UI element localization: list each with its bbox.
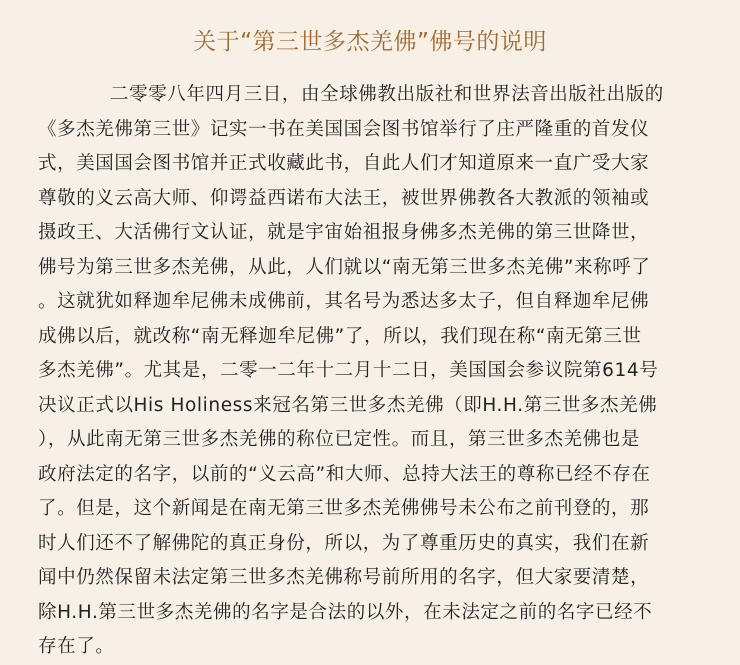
body-line-8: 成佛以后，就改称“南无释迦牟尼佛”了，所以，我们现在称“南无第三世 [38, 325, 642, 347]
body-line-17: 存在了。 [38, 636, 115, 657]
body-line-16: 除H.H.第三世多杰羌佛的名字是合法的以外，在未法定之前的名字已经不 [38, 601, 653, 623]
body-line-2: 《多杰羌佛第三世》记实一书在美国国会图书馆举行了庄严隆重的首发仪 [38, 118, 650, 140]
body-line-15: 闻中仍然保留未法定第三世多杰羌佛称号前所用的名字，但大家要清楚， [38, 567, 650, 588]
body-line-14: 时人们还不了解佛陀的真正身份，所以，为了尊重历史的真实，我们在新 [38, 532, 650, 554]
body-line-11: ），从此南无第三世多杰羌佛的称位已定性。而且，第三世多杰羌佛也是 [38, 429, 640, 450]
body-line-9: 多杰羌佛”。尤其是，二零一二年十二月十二日，美国国会参议院第614号 [38, 360, 659, 381]
body-line-7: 。这就犹如释迦牟尼佛未成佛前，其名号为悉达多太子，但自释迦牟尼佛 [38, 291, 650, 312]
article-body [38, 78, 702, 665]
body-line-6: 佛号为第三世多杰羌佛，从此，人们就以“南无第三世多杰羌佛”来称呼了 [38, 256, 651, 278]
body-line-1: 二零零八年四月三日，由全球佛教出版社和世界法音出版社出版的 [110, 84, 664, 105]
body-line-4: 尊敬的义云高大师、仰谔益西诺布大法王，被世界佛教各大教派的领袖或 [38, 187, 650, 209]
body-line-10: 决议正式以His Holiness来冠名第三世多杰羌佛（即H.H.第三世多杰羌佛 [38, 394, 658, 416]
body-line-5: 摄政王、大活佛行文认证，就是宇宙始祖报身佛多杰羌佛的第三世降世， [38, 222, 650, 243]
body-line-3: 式，美国国会图书馆并正式收藏此书，自此人们才知道原来一直广受大家 [38, 153, 650, 174]
body-line-12: 政府法定的名字，以前的“义云高”和大师、总持大法王的尊称已经不存在 [38, 463, 651, 485]
body-line-13: 了。但是，这个新闻是在南无第三世多杰羌佛佛号未公布之前刊登的，那 [38, 498, 650, 519]
article-title: 关于“第三世多杰羌佛”佛号的说明 [193, 29, 547, 55]
